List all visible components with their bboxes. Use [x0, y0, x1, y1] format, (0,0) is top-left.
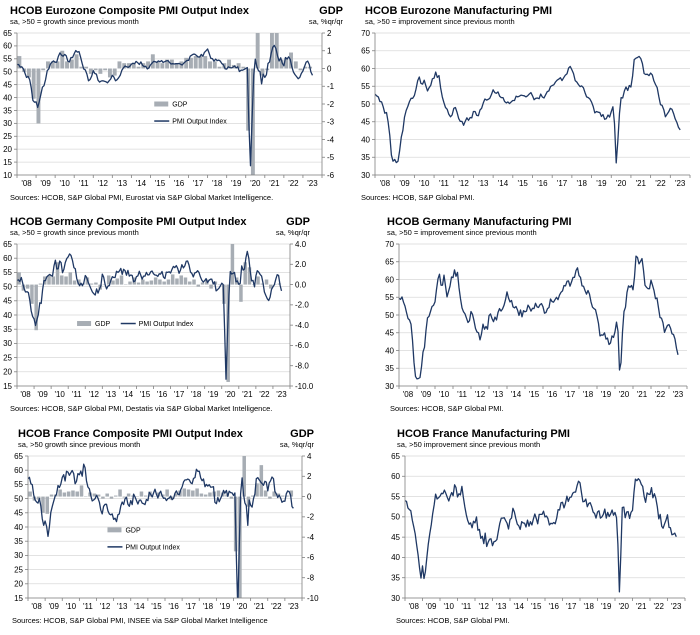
svg-text:'17: '17	[566, 602, 577, 611]
svg-text:'08: '08	[31, 602, 42, 611]
svg-text:'09: '09	[37, 390, 48, 399]
svg-text:45: 45	[361, 117, 370, 127]
svg-text:60: 60	[3, 254, 12, 263]
svg-text:-2: -2	[307, 512, 315, 522]
chart-title: HCOB Eurozone Manufacturing PMI	[365, 5, 552, 17]
svg-text:20: 20	[14, 579, 23, 589]
svg-text:'15: '15	[528, 390, 540, 399]
svg-text:'11: '11	[78, 179, 89, 188]
chart-subtitle: sa, >50 = improvement since previous month	[365, 17, 515, 26]
svg-text:'14: '14	[513, 602, 524, 611]
svg-text:'16: '16	[537, 179, 548, 188]
svg-text:'23: '23	[672, 390, 684, 399]
svg-text:PMI Output Index: PMI Output Index	[125, 544, 180, 552]
svg-text:-6.0: -6.0	[295, 341, 309, 351]
svg-text:45: 45	[385, 328, 394, 338]
svg-text:'22: '22	[259, 390, 270, 399]
svg-text:'09: '09	[40, 179, 51, 188]
svg-text:-1: -1	[327, 82, 335, 92]
svg-text:'20: '20	[236, 602, 248, 611]
svg-text:10: 10	[3, 170, 12, 180]
chart-subtitle: sa, >50 = growth since previous month	[10, 17, 139, 26]
svg-text:60: 60	[3, 41, 12, 51]
svg-text:-10: -10	[307, 593, 319, 603]
chart-source: Sources: HCOB, S&P Global PMI.	[361, 193, 475, 202]
svg-text:'13: '13	[105, 390, 117, 399]
chart-header	[350, 211, 700, 238]
svg-text:55: 55	[3, 54, 12, 64]
chart-header	[350, 423, 700, 450]
chart-canvas-germany-manufacturing	[350, 238, 700, 402]
svg-text:'08: '08	[408, 602, 419, 611]
svg-text:PMI Output Index: PMI Output Index	[138, 321, 194, 329]
svg-text:'16: '16	[173, 179, 185, 188]
svg-text:'15: '15	[517, 179, 528, 188]
svg-text:-3: -3	[327, 117, 335, 127]
chart-france-composite	[0, 423, 350, 635]
svg-text:30: 30	[3, 339, 12, 349]
svg-text:35: 35	[391, 573, 400, 583]
svg-text:35: 35	[3, 106, 12, 116]
svg-text:'20: '20	[618, 602, 629, 611]
svg-text:'20: '20	[250, 179, 261, 188]
svg-text:'16: '16	[548, 602, 559, 611]
svg-text:65: 65	[3, 28, 12, 38]
chart-eurozone-manufacturing	[350, 0, 700, 211]
svg-text:15: 15	[14, 593, 23, 603]
svg-text:40: 40	[14, 522, 23, 532]
svg-text:55: 55	[385, 293, 394, 303]
svg-text:'21: '21	[635, 179, 646, 188]
svg-text:'08: '08	[20, 390, 31, 399]
svg-text:'08: '08	[379, 179, 391, 188]
svg-text:'18: '18	[576, 179, 587, 188]
svg-text:'13: '13	[478, 179, 489, 188]
svg-text:20: 20	[3, 367, 12, 377]
svg-text:'23: '23	[307, 179, 318, 188]
svg-text:25: 25	[3, 353, 12, 363]
svg-text:'20: '20	[225, 390, 236, 399]
svg-text:35: 35	[361, 153, 370, 163]
svg-text:45: 45	[3, 80, 12, 90]
svg-text:65: 65	[14, 451, 23, 461]
chart-eurozone-composite	[0, 0, 350, 211]
chart-title: HCOB France Manufacturing PMI	[397, 428, 570, 440]
chart-subtitle: sa, >50 growth since previous month	[18, 440, 141, 449]
svg-text:'19: '19	[231, 179, 242, 188]
svg-text:'23: '23	[674, 179, 686, 188]
svg-text:'20: '20	[615, 179, 627, 188]
svg-text:-10.0: -10.0	[295, 381, 314, 391]
svg-text:PMI Output Index: PMI Output Index	[172, 118, 227, 126]
svg-text:'10: '10	[65, 602, 77, 611]
svg-text:40: 40	[361, 135, 370, 145]
svg-text:'19: '19	[219, 602, 231, 611]
svg-text:GDP: GDP	[172, 101, 188, 109]
svg-text:'17: '17	[564, 390, 576, 399]
svg-text:'13: '13	[492, 390, 504, 399]
svg-text:40: 40	[391, 553, 400, 563]
svg-text:'23: '23	[288, 602, 299, 611]
svg-text:-4: -4	[307, 532, 315, 542]
svg-text:'15: '15	[151, 602, 162, 611]
svg-text:'16: '16	[168, 602, 179, 611]
svg-text:50: 50	[3, 282, 12, 292]
chart-source: Sources: HCOB, S&P Global PMI, Eurostat via S&P Global Market Intelligence.	[10, 193, 274, 202]
chart-germany-composite	[0, 211, 350, 423]
chart-source: Sources: HCOB, S&P Global PMI, Destatis via S&P Global Market Intelligence.	[10, 404, 273, 413]
svg-text:65: 65	[385, 257, 394, 267]
svg-text:'21: '21	[636, 390, 648, 399]
svg-text:'20: '20	[618, 390, 630, 399]
svg-text:-8: -8	[307, 573, 315, 583]
svg-text:'11: '11	[457, 390, 467, 399]
svg-text:30: 30	[385, 381, 394, 391]
svg-text:30: 30	[391, 593, 400, 603]
chart-source: Sources: HCOB, S&P Global PMI.	[396, 616, 510, 625]
svg-text:-2.0: -2.0	[295, 300, 309, 310]
svg-text:-8.0: -8.0	[295, 361, 309, 371]
chart-germany-manufacturing	[350, 211, 700, 423]
svg-text:0.0: 0.0	[295, 280, 307, 290]
svg-text:70: 70	[385, 239, 394, 249]
svg-text:'12: '12	[474, 390, 486, 399]
svg-text:40: 40	[3, 310, 12, 320]
chart-source: Sources: HCOB, S&P Global PMI.	[390, 404, 504, 413]
svg-text:60: 60	[385, 275, 394, 285]
svg-text:'15: '15	[531, 602, 542, 611]
svg-text:0: 0	[307, 492, 312, 502]
chart-title: HCOB Germany Composite PMI Output Index	[10, 216, 247, 228]
svg-text:'10: '10	[54, 390, 65, 399]
svg-text:'09: '09	[48, 602, 59, 611]
svg-text:'16: '16	[546, 390, 558, 399]
svg-text:'11: '11	[461, 602, 472, 611]
svg-text:'10: '10	[59, 179, 70, 188]
svg-text:40: 40	[385, 346, 394, 356]
chart-title: HCOB France Composite PMI Output Index	[18, 428, 243, 440]
svg-text:60: 60	[391, 472, 400, 482]
svg-text:'08: '08	[402, 390, 414, 399]
svg-text:35: 35	[3, 325, 12, 334]
svg-text:'13: '13	[496, 602, 507, 611]
right-axis-subtitle: sa, %qr/qr	[308, 17, 343, 26]
svg-text:'21: '21	[242, 390, 253, 399]
svg-text:'18: '18	[202, 602, 214, 611]
right-axis-header	[276, 216, 310, 237]
svg-text:'12: '12	[97, 179, 108, 188]
svg-text:'09: '09	[399, 179, 410, 188]
svg-text:'14: '14	[510, 390, 522, 399]
svg-text:20: 20	[3, 144, 12, 154]
svg-text:'21: '21	[269, 179, 280, 188]
svg-text:'18: '18	[582, 390, 594, 399]
svg-text:'11: '11	[438, 179, 449, 188]
svg-text:'23: '23	[276, 390, 287, 399]
svg-text:'19: '19	[596, 179, 607, 188]
svg-text:'15: '15	[154, 179, 166, 188]
svg-text:'22: '22	[288, 179, 299, 188]
svg-text:'14: '14	[134, 602, 145, 611]
chart-subtitle: sa, >50 = growth since previous month	[10, 228, 139, 237]
svg-text:-6: -6	[307, 553, 315, 563]
chart-subtitle: sa, >50 = improvement since previous month	[387, 228, 537, 237]
svg-text:'17: '17	[192, 179, 204, 188]
svg-text:-4.0: -4.0	[295, 320, 309, 330]
right-axis-subtitle: sa, %qr/qr	[279, 440, 314, 449]
svg-text:'14: '14	[497, 179, 509, 188]
svg-text:'19: '19	[600, 390, 612, 399]
svg-text:70: 70	[361, 28, 370, 38]
svg-text:-4: -4	[327, 135, 335, 145]
svg-text:GDP: GDP	[125, 527, 141, 535]
svg-text:'11: '11	[71, 390, 82, 399]
svg-text:-6: -6	[327, 170, 335, 180]
chart-title: HCOB Germany Manufacturing PMI	[387, 216, 572, 228]
svg-text:'19: '19	[208, 390, 219, 399]
chart-header	[350, 0, 700, 27]
svg-text:'21: '21	[253, 602, 265, 611]
svg-text:40: 40	[3, 93, 12, 103]
svg-text:'17: '17	[173, 390, 185, 399]
svg-text:30: 30	[361, 170, 370, 180]
svg-text:'22: '22	[653, 602, 664, 611]
svg-text:30: 30	[3, 119, 12, 129]
right-axis-title: GDP	[319, 5, 343, 17]
svg-text:30: 30	[14, 551, 23, 561]
svg-text:'08: '08	[21, 179, 32, 188]
svg-text:'21: '21	[636, 602, 647, 611]
svg-text:60: 60	[361, 64, 370, 74]
right-axis-header	[309, 5, 343, 26]
svg-text:'09: '09	[426, 602, 437, 611]
svg-text:'18: '18	[190, 390, 202, 399]
svg-text:GDP: GDP	[95, 321, 111, 329]
svg-text:55: 55	[3, 268, 12, 278]
svg-text:'15: '15	[139, 390, 151, 399]
svg-text:65: 65	[3, 239, 12, 249]
chart-header	[0, 0, 350, 27]
chart-france-manufacturing	[350, 423, 700, 635]
right-axis-subtitle: sa, %qr/qr	[275, 228, 310, 237]
svg-text:25: 25	[14, 565, 23, 575]
svg-text:2: 2	[307, 472, 312, 482]
svg-text:'12: '12	[99, 602, 111, 611]
svg-text:65: 65	[361, 46, 370, 56]
svg-text:'10: '10	[443, 602, 454, 611]
svg-text:'12: '12	[458, 179, 469, 188]
chart-canvas-germany-composite	[0, 238, 350, 402]
svg-text:50: 50	[361, 99, 370, 109]
svg-text:2.0: 2.0	[295, 260, 307, 270]
chart-header	[0, 423, 350, 450]
right-axis-header	[280, 428, 314, 449]
chart-canvas-france-manufacturing	[350, 450, 700, 614]
svg-text:45: 45	[14, 508, 23, 518]
svg-text:'17: '17	[185, 602, 196, 611]
svg-text:35: 35	[385, 364, 394, 374]
svg-text:'12: '12	[88, 390, 99, 399]
svg-text:0: 0	[327, 64, 332, 74]
svg-text:'16: '16	[156, 390, 168, 399]
svg-text:'11: '11	[83, 602, 93, 611]
chart-title: HCOB Eurozone Composite PMI Output Index	[10, 5, 249, 17]
chart-canvas-france-composite	[0, 450, 350, 614]
svg-text:15: 15	[3, 157, 12, 167]
svg-text:'09: '09	[420, 390, 432, 399]
svg-text:45: 45	[3, 296, 12, 306]
svg-text:55: 55	[14, 480, 23, 490]
chart-source: Sources: HCOB, S&P Global PMI, INSEE via S&P Global Market Intelligence	[12, 616, 268, 625]
svg-text:'13: '13	[116, 602, 128, 611]
svg-text:55: 55	[361, 82, 370, 92]
svg-text:'14: '14	[122, 390, 134, 399]
svg-text:'18: '18	[583, 602, 594, 611]
chart-subtitle: sa, >50 improvement since previous month	[397, 440, 541, 449]
svg-text:25: 25	[3, 132, 12, 142]
svg-text:'19: '19	[601, 602, 612, 611]
svg-text:'22: '22	[271, 602, 282, 611]
svg-text:'10: '10	[419, 179, 430, 188]
chart-header	[0, 211, 350, 238]
svg-text:'17: '17	[556, 179, 568, 188]
svg-text:'18: '18	[211, 179, 223, 188]
right-axis-title: GDP	[290, 428, 314, 440]
right-axis-title: GDP	[286, 216, 310, 228]
svg-text:4: 4	[307, 451, 312, 461]
svg-text:'23: '23	[671, 602, 682, 611]
chart-canvas-eurozone-manufacturing	[350, 27, 700, 191]
svg-text:35: 35	[14, 537, 23, 546]
svg-text:50: 50	[391, 512, 400, 522]
svg-text:50: 50	[3, 67, 12, 77]
svg-text:'22: '22	[655, 179, 666, 188]
svg-text:50: 50	[385, 310, 394, 320]
svg-text:60: 60	[14, 466, 23, 475]
svg-text:50: 50	[14, 494, 23, 504]
svg-text:-2: -2	[327, 99, 335, 109]
svg-text:45: 45	[391, 532, 400, 542]
svg-text:65: 65	[391, 451, 400, 461]
svg-text:1: 1	[327, 46, 332, 56]
svg-text:'12: '12	[478, 602, 489, 611]
svg-text:'14: '14	[135, 179, 147, 188]
svg-text:'13: '13	[116, 179, 128, 188]
svg-text:15: 15	[3, 381, 12, 391]
svg-text:55: 55	[391, 492, 400, 502]
svg-text:'10: '10	[438, 390, 450, 399]
svg-text:-5: -5	[327, 153, 335, 163]
chart-canvas-eurozone-composite	[0, 27, 350, 191]
svg-text:'22: '22	[654, 390, 666, 399]
svg-text:2: 2	[327, 28, 332, 38]
svg-text:4.0: 4.0	[295, 239, 307, 249]
